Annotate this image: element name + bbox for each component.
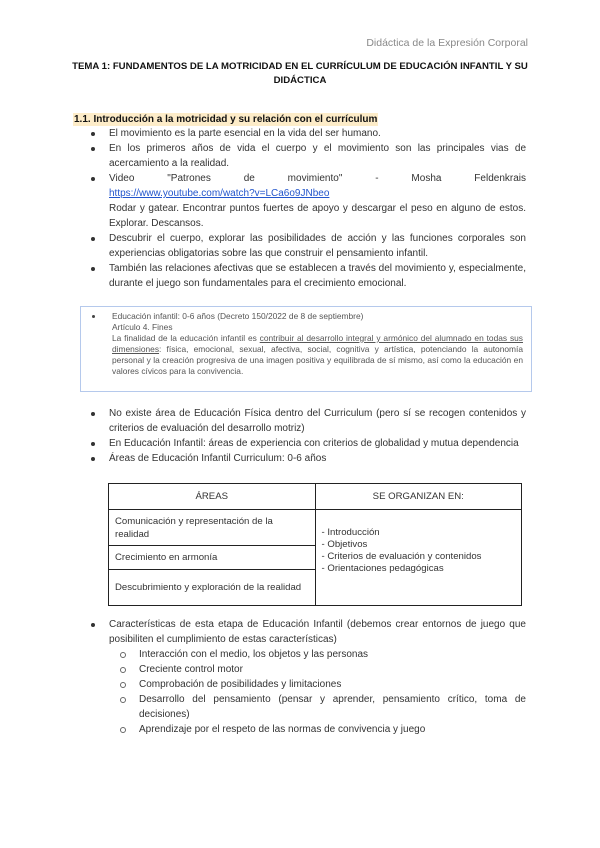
text-end: : física, emocional, sexual, afectiva, social, cognitiva y artística, potenciando la autonomía personal y la creación progresiva de una imagen positiva y equilibrada de sí mismo, así como la educación en valores cívicos para la convivencia. (112, 344, 523, 376)
area-cell: Comunicación y representación de la realidad (109, 510, 316, 546)
video-title: Video "Patrones de movimiento" - Mosha Feldenkrais (109, 173, 526, 184)
page-title: TEMA 1: FUNDAMENTOS DE LA MOTRICIDAD EN EL CURRÍCULUM DE EDUCACIÓN INFANTIL Y SU DIDÁCTICA (72, 61, 528, 86)
area-cell: Descubrimiento y exploración de la realidad (109, 570, 316, 606)
org-item: - Objetivos (321, 539, 368, 550)
sub-list-item: Creciente control motor (109, 662, 526, 677)
sub-list-item: Aprendizaje por el respeto de las normas de convivencia y juego (109, 722, 526, 737)
intro-list (88, 126, 526, 291)
sub-list-item: Interacción con el medio, los objetos y las personas (109, 647, 526, 662)
org-item: - Orientaciones pedagógicas (321, 563, 444, 574)
organization-cell (315, 510, 522, 606)
list-item-text: Características de esta etapa de Educación Infantil (debemos crear entornos de juego que posibiliten el cumplimiento de estas características) (109, 619, 526, 645)
column-header: ÁREAS (109, 484, 316, 510)
article-line: Artículo 4. Fines (112, 322, 173, 332)
article-text (112, 333, 523, 377)
video-note: Rodar y gatear. Encontrar puntos fuertes de apoyo y descargar el peso en alguno de estos. Explorar. Descansos. (109, 203, 526, 229)
decree-quote (89, 311, 523, 377)
curriculum-list (88, 406, 526, 466)
sub-list-item: Desarrollo del pensamiento (pensar y aprender, pensamiento crítico, toma de decisiones) (109, 692, 526, 722)
list-item: En Educación Infantil: áreas de experiencia con criterios de globalidad y mutua dependencia (88, 436, 526, 451)
underlined-text: contribuir al desarrollo integral y armónico del alumnado en todas sus dimensiones (112, 333, 523, 354)
running-header: Didáctica de la Expresión Corporal (366, 37, 528, 49)
decree-quote-box (80, 306, 532, 392)
areas-table (108, 483, 522, 606)
list-item: También las relaciones afectivas que se establecen a través del movimiento y, especialmente, durante el juego son fundamentales para el crecimiento emocional. (88, 261, 526, 291)
list-item: No existe área de Educación Física dentro del Curriculum (pero sí se recogen contenidos y criterios de evaluación del desarrollo motriz) (88, 406, 526, 436)
section-heading: 1.1. Introducción a la motricidad y su relación con el currículum (74, 114, 378, 125)
area-cell: Crecimiento en armonía (109, 546, 316, 570)
list-item: En los primeros años de vida el cuerpo y el movimiento son las principales vias de acercamiento a la realidad. (88, 141, 526, 171)
list-item: Áreas de Educación Infantil Curriculum: 0-6 años (88, 451, 526, 466)
org-item: - Introducción (321, 527, 380, 538)
list-item: Descubrir el cuerpo, explorar las posibilidades de acción y las funciones corporales son experiencias obligatorias sobre las que construir el pensamiento infantil. (88, 231, 526, 261)
list-item: El movimiento es la parte esencial en la vida del ser humano. (88, 126, 526, 141)
video-link[interactable]: https://www.youtube.com/watch?v=LCa6o9JNbeo (109, 188, 330, 199)
column-header: SE ORGANIZAN EN: (315, 484, 522, 510)
list-item (88, 171, 526, 231)
org-item: - Criterios de evaluación y contenidos (321, 551, 482, 562)
sub-list-item: Comprobación de posibilidades y limitaciones (109, 677, 526, 692)
list-item (88, 617, 526, 737)
text-start: La finalidad de la educación infantil es (112, 333, 260, 343)
characteristics-list (88, 617, 526, 737)
decree-line: Educación infantil: 0-6 años (Decreto 150/2022 de 8 de septiembre) (112, 311, 364, 321)
sub-list (109, 647, 526, 737)
